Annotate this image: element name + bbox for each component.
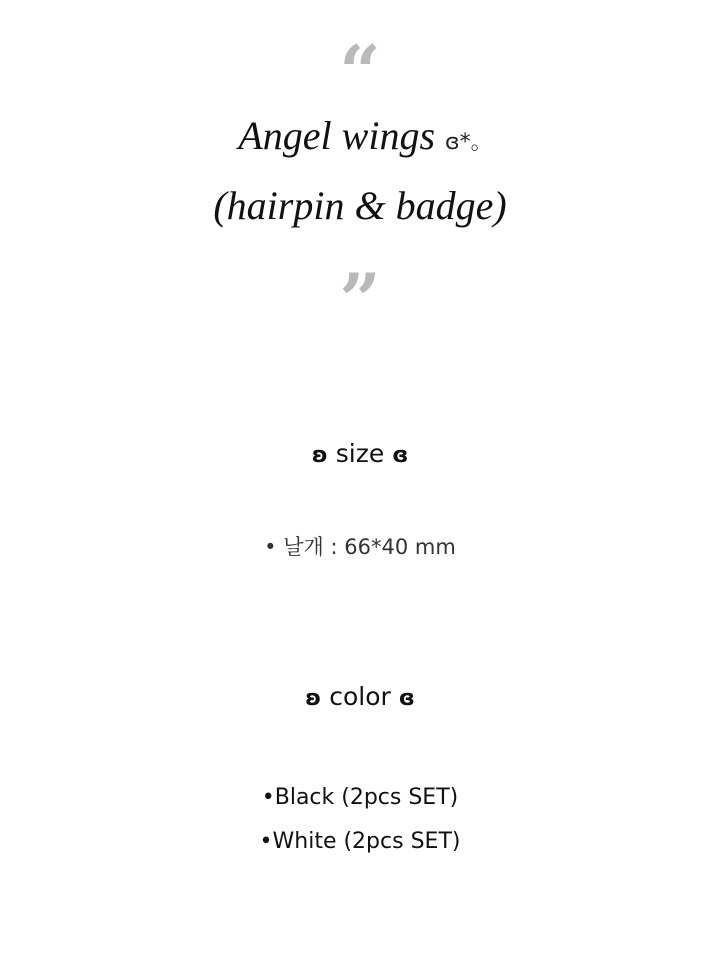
size-label: 날개 :	[283, 535, 338, 559]
color-option-label: Black (2pcs SET)	[274, 785, 459, 810]
close-quote-icon: ”	[339, 257, 381, 342]
product-subtitle: (hairpin & badge)	[213, 183, 507, 228]
color-heading-text: color	[329, 682, 391, 711]
color-option-white	[0, 831, 720, 853]
product-title	[0, 113, 720, 158]
color-option-black	[0, 787, 720, 809]
bullet: •	[261, 785, 275, 810]
size-value: 66*40 mm	[344, 535, 456, 559]
color-deco-right: ɞ	[398, 686, 415, 711]
color-heading	[0, 684, 720, 710]
size-deco-right: ɞ	[392, 443, 409, 468]
size-deco-left: ʚ	[311, 443, 328, 468]
open-quote-icon: “	[339, 29, 381, 114]
color-deco-left: ʚ	[305, 686, 322, 711]
size-heading-text: size	[335, 439, 385, 468]
size-detail	[0, 537, 720, 558]
bullet: •	[264, 535, 277, 559]
color-option-label: White (2pcs SET)	[272, 829, 461, 854]
title-decoration: ɞ*｡	[445, 130, 482, 155]
size-heading	[0, 441, 720, 467]
title-text: Angel wings	[238, 113, 436, 158]
bullet: •	[259, 829, 273, 854]
